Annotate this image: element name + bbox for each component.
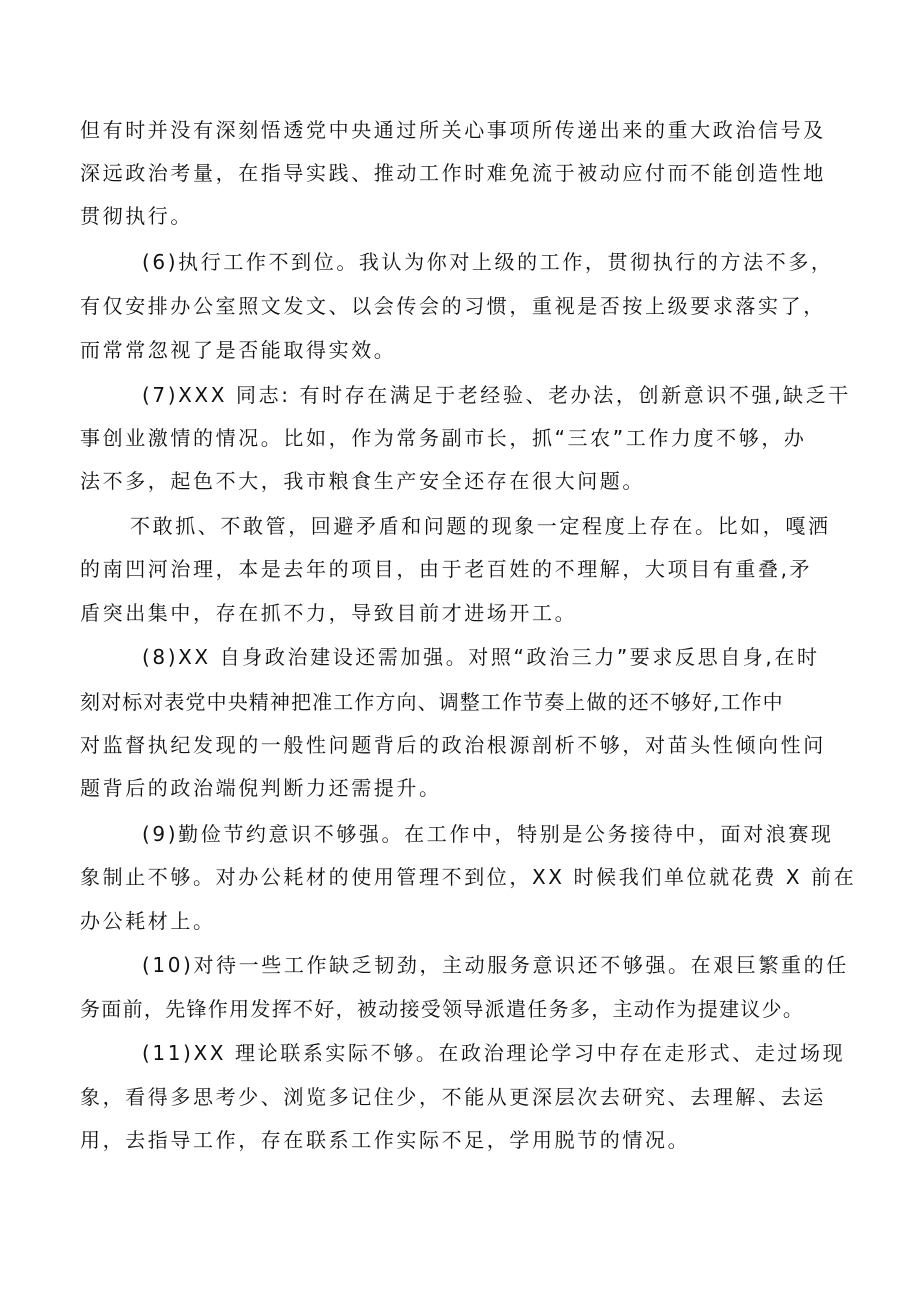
text-line: (9)勤俭节约意识不够强。在工作中，特别是公务接待中，面对浪赛现	[142, 822, 834, 846]
text-line: 贯彻执行。	[80, 204, 193, 228]
text-line: 的南凹河治理，本是去年的项目，由于老百姓的不理解，大项目有重叠,矛	[80, 557, 813, 581]
text-line: 盾突出集中，存在抓不力，导致目前才进场开工。	[80, 601, 578, 625]
text-line: (7)XXX 同志: 有时存在满足于老经验、老办法，创新意识不强,缺乏干	[142, 383, 851, 407]
text-line: 深远政治考量，在指导实践、推动工作时难免流于被动应付而不能创造性地	[80, 161, 826, 185]
text-line: 办公耗材上。	[80, 909, 216, 933]
text-line: (6)执行工作不到位。我认为你对上级的工作，贯彻执行的方法不多，	[142, 250, 834, 274]
text-line: 务面前，先锋作用发挥不好，被动接受领导派遣任务多，主动作为提建议少。	[80, 997, 805, 1021]
text-line: 用，去指导工作，存在联系工作实际不足，学用脱节的情况。	[80, 1128, 691, 1152]
text-line: 象，看得多思考少、浏览多记住少，不能从更深层次去研究、去理解、去运	[80, 1085, 826, 1109]
text-line: 不敢抓、不敢管，回避矛盾和问题的现象一定程度上存在。比如，嘎洒	[130, 514, 831, 538]
text-line: 题背后的政治端倪判断力还需提升。	[80, 776, 442, 800]
text-line: (10)对待一些工作缺乏韧劲，主动服务意识还不够强。在艰巨繁重的任	[142, 953, 849, 977]
text-line: 事创业激情的情况。比如，作为常务副市长，抓“三农”工作力度不够，办	[80, 426, 807, 450]
text-line: 但有时并没有深刻悟透党中央通过所关心事项所传递出来的重大政治信号及	[80, 118, 826, 142]
text-line: 刻对标对表党中央精神把准工作方向、调整工作节奏上做的还不够好,工作中	[80, 690, 784, 714]
text-line: 象制止不够。对办公耗材的使用管理不到位，XX 时候我们单位就花费 X 前在	[80, 865, 857, 889]
text-line: 对监督执纪发现的一般性问题背后的政治根源剖析不够，对苗头性倾向性问	[80, 733, 826, 757]
text-line: (8)XX 自身政治建设还需加强。对照“政治三力”要求反思自身,在时	[142, 645, 820, 669]
text-line: 有仅安排办公室照文发文、以会传会的习惯，重视是否按上级要求落实了，	[80, 294, 826, 318]
text-line: 而常常忽视了是否能取得实效。	[80, 338, 397, 362]
text-line: 法不多，起色不大，我市粮食生产安全还存在很大问题。	[80, 469, 645, 493]
text-line: (11)XX 理论联系实际不够。在政治理论学习中存在走形式、走过场现	[142, 1041, 846, 1065]
